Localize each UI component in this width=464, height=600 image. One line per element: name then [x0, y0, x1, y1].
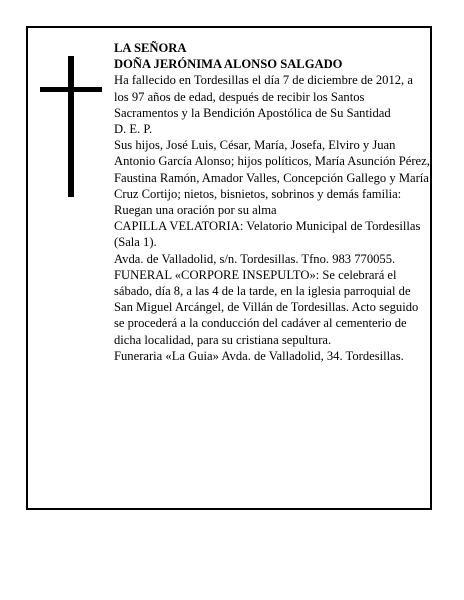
chapel-info: CAPILLA VELATORIA: Velatorio Municipal de Tordesillas (Sala 1).: [114, 219, 421, 250]
death-announcement: Ha fallecido en Tordesillas el día 7 de diciembre de 2012, a los 97 años de edad, después de recibir los Santos Sacramentos y la Bendición Apostólica de Su Santidad: [114, 73, 413, 120]
funeral-info: FUNERAL «CORPORE INSEPULTO»: Se celebrará el sábado, día 8, a las 4 de la tarde, en la iglesia parroquial de San Miguel Arcángel, de Villán de Tordesillas. Acto seguido se procederá a la conducción del cadáver al cementerio de dicha localidad, para su cristiana sepultura.: [114, 267, 419, 347]
dep-text: D. E. P.: [114, 122, 153, 137]
obituary-notice: [26, 26, 432, 510]
address-info: Avda. de Valladolid, s/n. Tordesillas. Tfno. 983 770055.: [114, 251, 396, 266]
cross-horizontal-bar: [40, 87, 102, 92]
funeral-home-info: Funeraria «La Guia» Avda. de Valladolid, 34. Tordesillas.: [114, 348, 404, 363]
prayer-request: Ruegan una oración por su alma: [114, 203, 277, 218]
heading-title: LA SEÑORA: [114, 41, 187, 55]
family-paragraph: Sus hijos, José Luis, César, María, Josefa, Elviro y Juan Antonio García Alonso; hijos políticos, María Asunción Pérez, Faustina Ramón, Amador Valles, Concepción Gallego y María Cruz Cortijo; nietos, bisnietos, sobrinos y demás familia:: [114, 138, 430, 201]
cross-vertical-bar: [68, 56, 74, 197]
deceased-name: DOÑA JERÓNIMA ALONSO SALGADO: [114, 57, 343, 72]
notice-text: [114, 40, 430, 364]
